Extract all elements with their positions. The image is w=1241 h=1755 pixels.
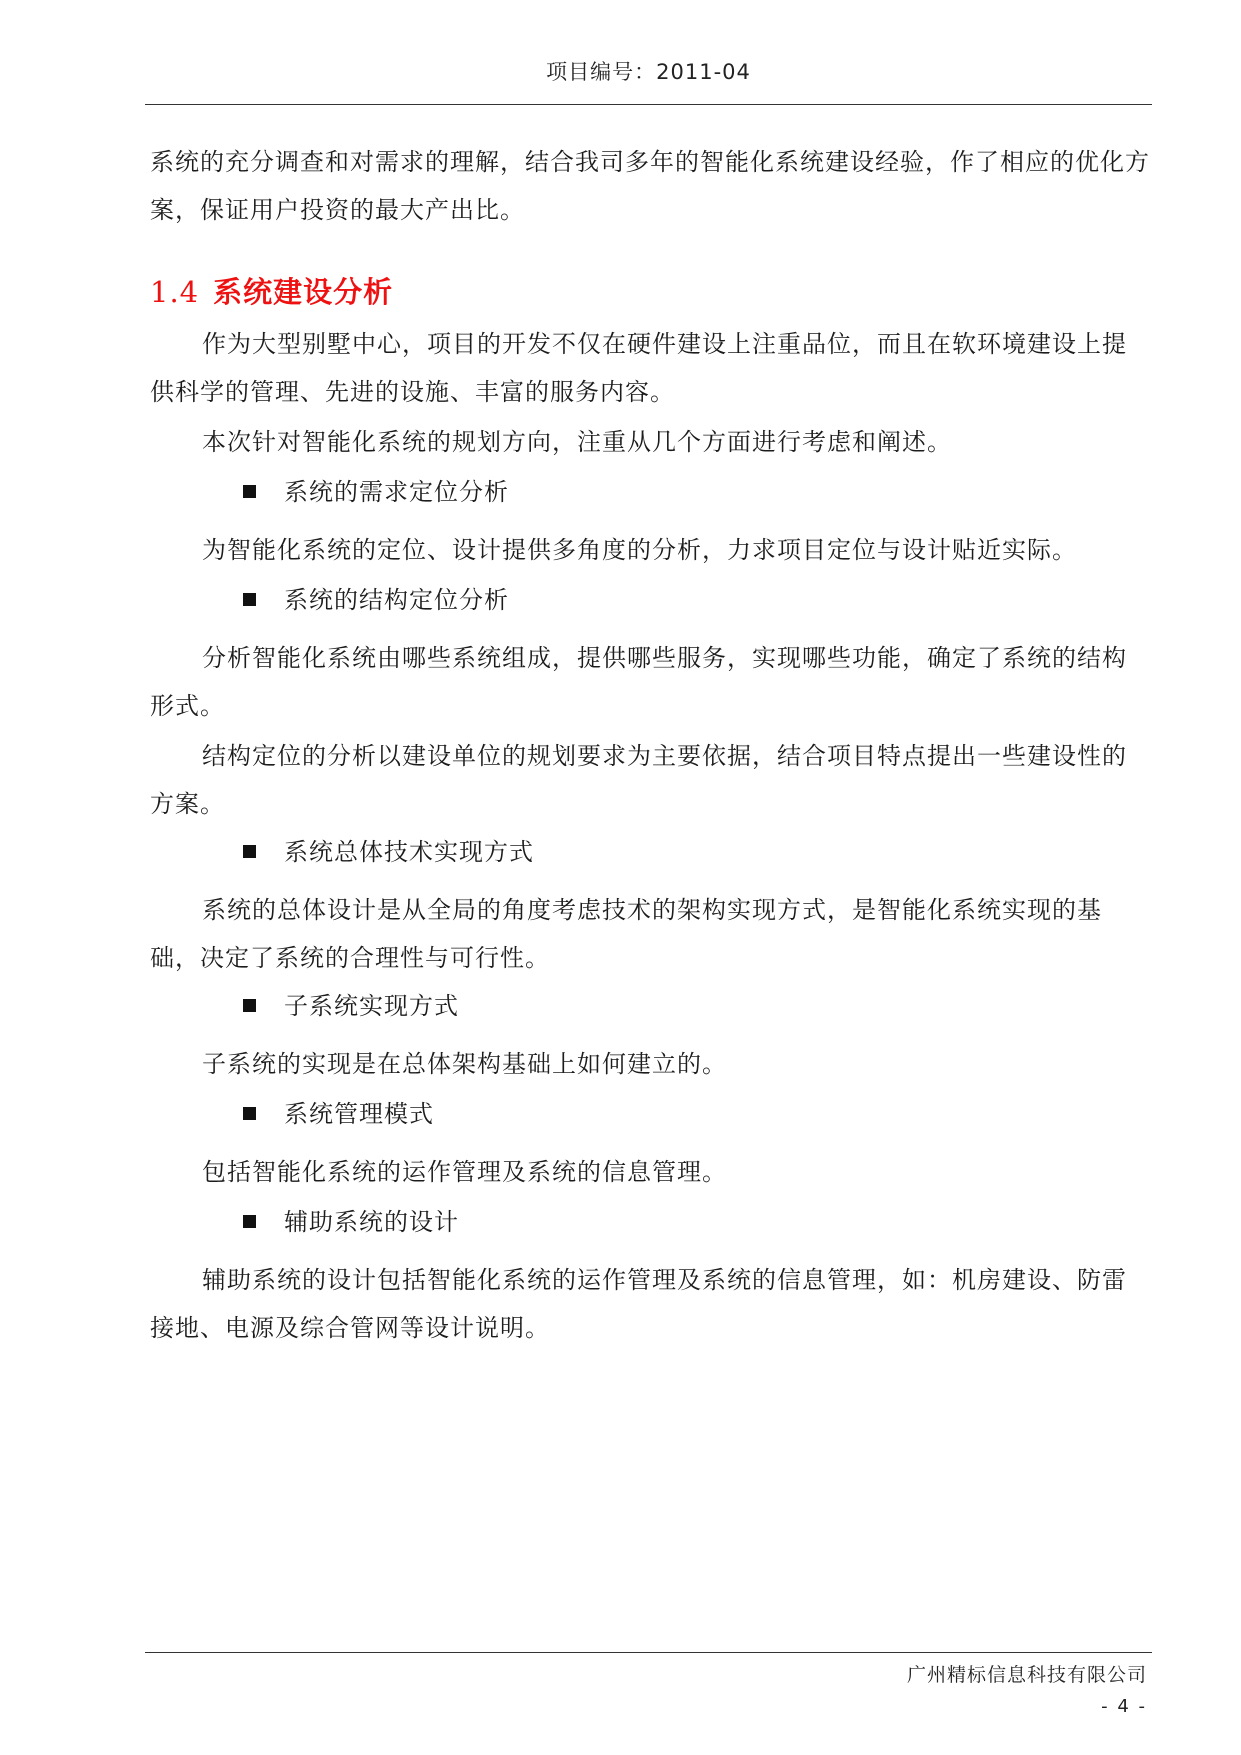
item-description: 系统的总体设计是从全局的角度考虑技术的架构实现方式，是智能化系统实现的基础，决定了系统的合理性与可行性。 — [150, 896, 1102, 972]
bullet-item — [243, 580, 509, 620]
item-description: 为智能化系统的定位、设计提供多角度的分析，力求项目定位与设计贴近实际。 — [202, 536, 1077, 564]
item-description: 辅助系统的设计包括智能化系统的运作管理及系统的信息管理，如：机房建设、防雷接地、电源及综合管网等设计说明。 — [150, 1266, 1127, 1342]
page-header — [145, 54, 1152, 105]
section-number: 1.4 — [150, 275, 200, 309]
square-bullet-icon — [243, 999, 256, 1012]
square-bullet-icon — [243, 845, 256, 858]
bullet-item — [243, 472, 509, 512]
bullet-item — [243, 832, 534, 872]
item-description: 结构定位的分析以建设单位的规划要求为主要依据，结合项目特点提出一些建设性的方案。 — [150, 742, 1127, 818]
page-number: - 4 - — [1101, 1696, 1147, 1717]
footer-divider — [145, 1652, 1152, 1653]
square-bullet-icon — [243, 593, 256, 606]
intro-paragraph: 系统的充分调查和对需求的理解，结合我司多年的智能化系统建设经验，作了相应的优化方案，保证用户投资的最大产出比。 — [150, 148, 1150, 224]
item-description: 包括智能化系统的运作管理及系统的信息管理。 — [202, 1158, 727, 1186]
footer-company: 广州精标信息科技有限公司 — [906, 1664, 1147, 1686]
bullet-item — [243, 1094, 434, 1134]
section-heading — [150, 270, 393, 311]
paragraph: 本次针对智能化系统的规划方向，注重从几个方面进行考虑和阐述。 — [202, 428, 952, 456]
bullet-label: 系统的需求定位分析 — [284, 478, 509, 506]
bullet-label: 系统总体技术实现方式 — [284, 838, 534, 866]
bullet-label: 辅助系统的设计 — [284, 1208, 459, 1236]
bullet-label: 子系统实现方式 — [284, 992, 459, 1020]
bullet-item — [243, 1202, 459, 1242]
square-bullet-icon — [243, 1215, 256, 1228]
square-bullet-icon — [243, 485, 256, 498]
square-bullet-icon — [243, 1107, 256, 1120]
section-title: 系统建设分析 — [213, 275, 394, 309]
bullet-label: 系统的结构定位分析 — [284, 586, 509, 614]
project-number: 项目编号：2011-04 — [546, 60, 751, 84]
bullet-item — [243, 986, 459, 1026]
paragraph: 作为大型别墅中心，项目的开发不仅在硬件建设上注重品位，而且在软环境建设上提供科学的管理、先进的设施、丰富的服务内容。 — [150, 330, 1127, 406]
item-description: 子系统的实现是在总体架构基础上如何建立的。 — [202, 1050, 727, 1078]
bullet-label: 系统管理模式 — [284, 1100, 434, 1128]
item-description: 分析智能化系统由哪些系统组成，提供哪些服务，实现哪些功能，确定了系统的结构形式。 — [150, 644, 1127, 720]
